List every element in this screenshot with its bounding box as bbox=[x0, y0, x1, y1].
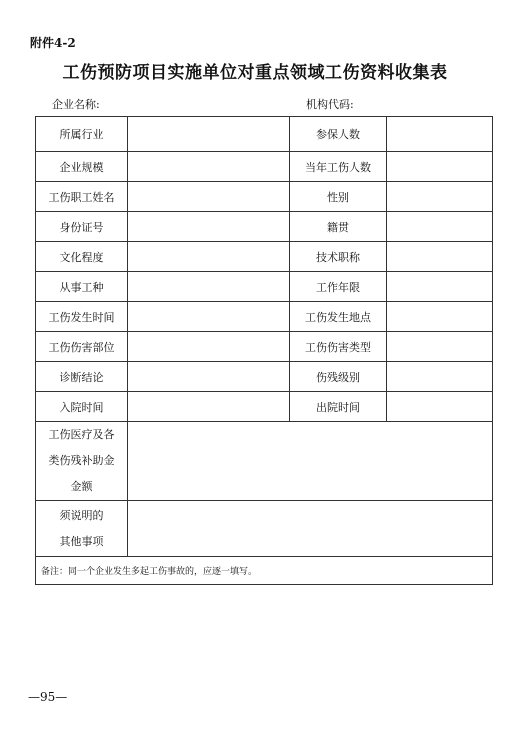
field-value-cell[interactable] bbox=[387, 272, 493, 302]
field-label: 出院时间 bbox=[290, 392, 387, 422]
table-row-note bbox=[36, 557, 493, 585]
field-value-cell[interactable] bbox=[128, 302, 290, 332]
field-label: 工作年限 bbox=[290, 272, 387, 302]
field-label: 伤残级别 bbox=[290, 362, 387, 392]
table-row-compensation bbox=[36, 422, 493, 501]
table-row bbox=[36, 182, 493, 212]
company-name-label: 企业名称: bbox=[52, 98, 100, 111]
field-value-cell[interactable] bbox=[128, 272, 290, 302]
field-label: 工伤发生时间 bbox=[36, 302, 128, 332]
table-row bbox=[36, 392, 493, 422]
table-row bbox=[36, 272, 493, 302]
compensation-label-line: 金额 bbox=[70, 480, 93, 493]
field-value-cell[interactable] bbox=[387, 302, 493, 332]
field-label: 工伤伤害部位 bbox=[36, 332, 128, 362]
field-value-cell[interactable] bbox=[128, 152, 290, 182]
field-label: 技术职称 bbox=[290, 242, 387, 272]
field-value-cell[interactable] bbox=[387, 362, 493, 392]
table-row bbox=[36, 362, 493, 392]
table-row bbox=[36, 152, 493, 182]
page-number: —95— bbox=[28, 690, 68, 704]
field-label: 籍贯 bbox=[290, 212, 387, 242]
field-value-cell[interactable] bbox=[387, 152, 493, 182]
other-matters-value-cell[interactable] bbox=[128, 501, 493, 557]
field-label: 文化程度 bbox=[36, 242, 128, 272]
field-label: 工伤发生地点 bbox=[290, 302, 387, 332]
table-row bbox=[36, 332, 493, 362]
compensation-label-line: 工伤医疗及各 bbox=[48, 428, 115, 441]
field-value-cell[interactable] bbox=[128, 182, 290, 212]
table-row bbox=[36, 117, 493, 152]
field-label: 当年工伤人数 bbox=[290, 152, 387, 182]
field-label: 从事工种 bbox=[36, 272, 128, 302]
table-row-other-matters bbox=[36, 501, 493, 557]
table-row bbox=[36, 212, 493, 242]
form-title: 工伤预防项目实施单位对重点领域工伤资料收集表 bbox=[62, 63, 448, 83]
field-value-cell[interactable] bbox=[128, 212, 290, 242]
field-value-cell[interactable] bbox=[128, 242, 290, 272]
attachment-label: 附件4-2 bbox=[30, 36, 76, 50]
field-value-cell[interactable] bbox=[387, 117, 493, 152]
field-label: 工伤职工姓名 bbox=[36, 182, 128, 212]
field-label: 身份证号 bbox=[36, 212, 128, 242]
field-value-cell[interactable] bbox=[128, 362, 290, 392]
field-value-cell[interactable] bbox=[387, 332, 493, 362]
field-value-cell[interactable] bbox=[387, 212, 493, 242]
field-value-cell[interactable] bbox=[387, 182, 493, 212]
other-matters-label-line: 须说明的 bbox=[59, 508, 104, 522]
org-code-label: 机构代码: bbox=[306, 98, 354, 111]
data-collection-table bbox=[35, 116, 493, 585]
field-label: 参保人数 bbox=[290, 117, 387, 152]
field-label: 所属行业 bbox=[36, 117, 128, 152]
field-value-cell[interactable] bbox=[128, 392, 290, 422]
note-text: 备注：同一个企业发生多起工伤事故的，应逐一填写。 bbox=[36, 557, 493, 585]
compensation-label bbox=[36, 422, 128, 501]
field-label: 诊断结论 bbox=[36, 362, 128, 392]
other-matters-label-line: 其他事项 bbox=[59, 534, 104, 548]
field-value-cell[interactable] bbox=[128, 117, 290, 152]
field-label: 企业规模 bbox=[36, 152, 128, 182]
field-label: 性别 bbox=[290, 182, 387, 212]
table-row bbox=[36, 302, 493, 332]
table-row bbox=[36, 242, 493, 272]
field-label: 工伤伤害类型 bbox=[290, 332, 387, 362]
field-value-cell[interactable] bbox=[387, 242, 493, 272]
field-value-cell[interactable] bbox=[128, 332, 290, 362]
field-label: 入院时间 bbox=[36, 392, 128, 422]
other-matters-label bbox=[36, 501, 128, 557]
compensation-label-line: 类伤残补助金 bbox=[48, 454, 115, 467]
compensation-value-cell[interactable] bbox=[128, 422, 493, 501]
field-value-cell[interactable] bbox=[387, 392, 493, 422]
